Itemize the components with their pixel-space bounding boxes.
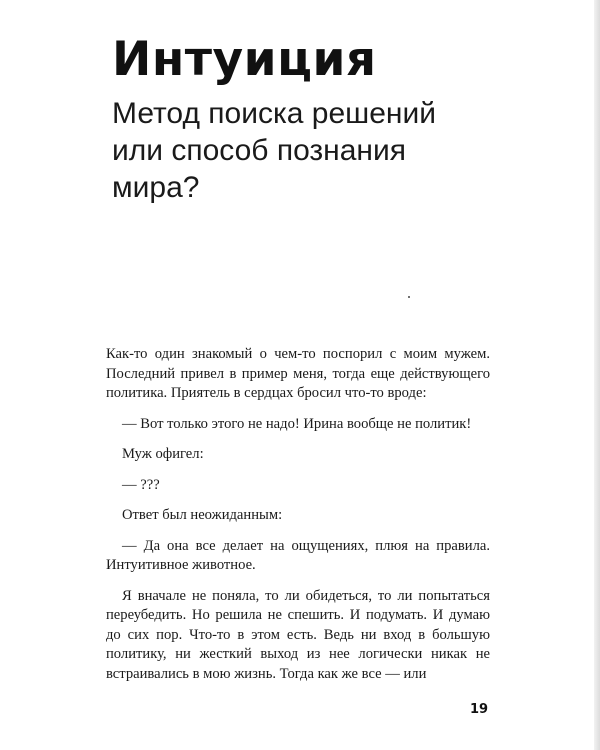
paragraph-intro: Как-то один знакомый о чем-то поспорил с моим мужем. Последний привел в пример меня, тогда еще действующего политика. Приятель в сердцах бросил что-то вроде: bbox=[106, 346, 490, 401]
paragraph-dialogue-2: Муж офигел: bbox=[122, 446, 204, 462]
page-edge-shadow bbox=[594, 0, 600, 750]
body-text bbox=[106, 345, 490, 695]
paragraph-dialogue-4: Ответ был неожиданным: bbox=[122, 507, 283, 523]
chapter-subtitle: Метод поиска решений или способ познания мира? bbox=[112, 97, 436, 204]
paragraph-reflection: Я вначале не поняла, то ли обидеться, то ли попытаться переубедить. Но решила не спешить. И подумать. И думаю до сих пор. Что-то в этом есть. Ведь ни вход в большую политику, ни жесткий выход из нее логически никак не встраивались в мою жизнь. Тогда как же все — или bbox=[106, 587, 490, 682]
print-speck bbox=[408, 296, 410, 298]
paragraph-dialogue-1: — Вот только этого не надо! Ирина вообще не политик! bbox=[122, 415, 472, 432]
paragraph-dialogue-3: — ??? bbox=[122, 476, 160, 493]
page-number: 19 bbox=[470, 702, 489, 717]
paragraph-dialogue-5: — Да она все делает на ощущениях, плюя на правила. Интуитивное животное. bbox=[106, 537, 490, 573]
chapter-title: Интуиция bbox=[112, 32, 377, 87]
